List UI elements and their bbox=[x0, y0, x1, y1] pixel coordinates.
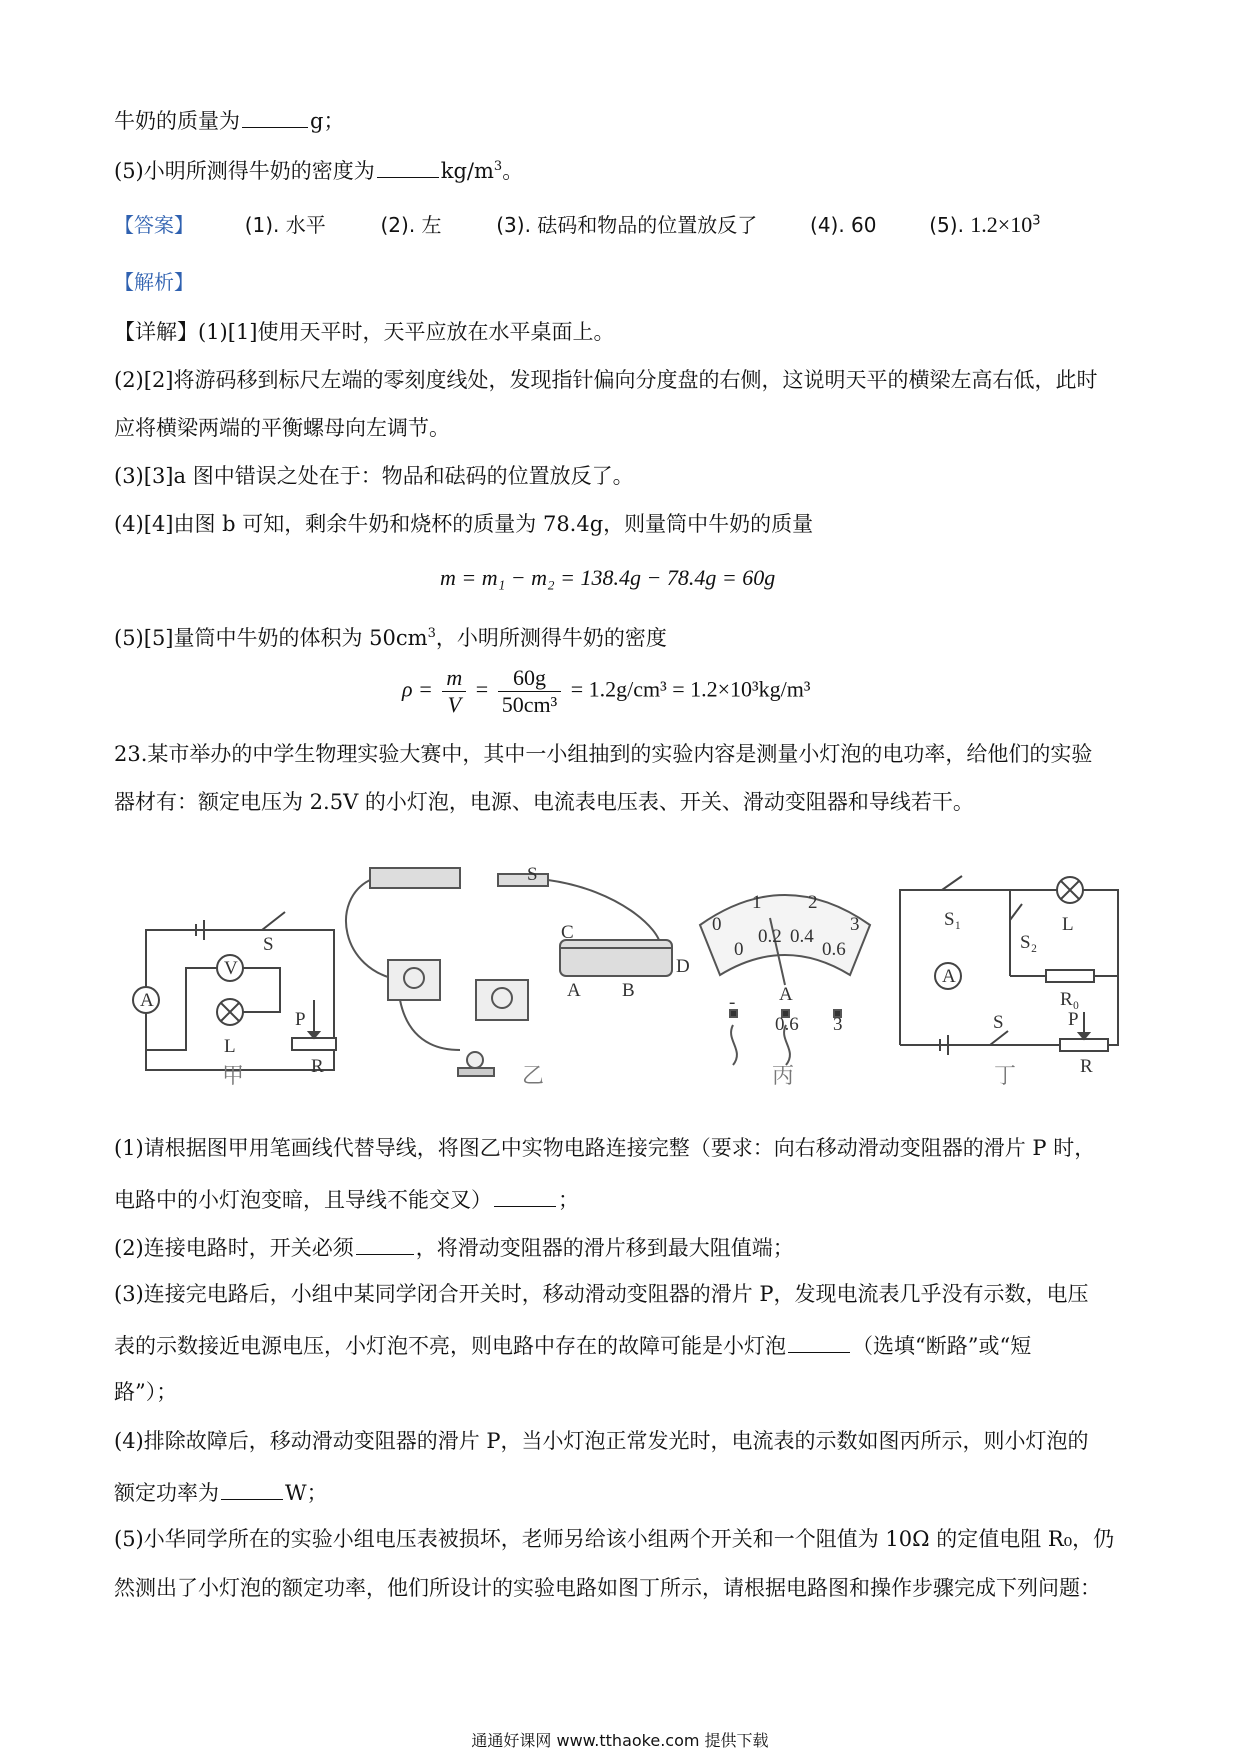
q23-part5-b: 然测出了小灯泡的额定功率，他们所设计的实验电路如图丁所示，请根据电路图和操作步骤完成下列问题： bbox=[114, 1576, 1101, 1600]
answer-item-3: (3). 砝码和物品的位置放反了 bbox=[496, 213, 758, 237]
label-a-ding: A bbox=[942, 966, 956, 987]
label-a-terminal: A bbox=[567, 980, 581, 1001]
label-s1: S₁ bbox=[944, 909, 962, 930]
ammeter-dial bbox=[700, 895, 870, 975]
equation-mass: m = m₁ − m₂ = 138.4g − 78.4g = 60g bbox=[440, 565, 776, 590]
label-l-ding: L bbox=[1062, 914, 1074, 935]
circuit-figures bbox=[0, 850, 1240, 1100]
prev-line-2-unit: kg/m bbox=[440, 159, 494, 183]
fraction-denominator: V bbox=[447, 692, 462, 717]
bulb-icon bbox=[467, 1052, 483, 1068]
voltmeter-device bbox=[388, 960, 440, 1000]
analysis-line-2: (2)[2]将游码移到标尺左端的零刻度线处，发现指针偏向分度盘的右侧，这说明天平的横梁左高右低，此时 bbox=[114, 368, 1098, 392]
answer-tag: 【答案】 bbox=[114, 213, 194, 237]
label-p: P bbox=[295, 1009, 306, 1030]
fraction-m-over-v bbox=[442, 665, 466, 718]
q23-part2 bbox=[114, 1233, 794, 1261]
q23-part3-b-text: 表的示数接近电源电压，小灯泡不亮，则电路中存在的故障可能是小灯泡 bbox=[114, 1334, 786, 1358]
scale-top-2: 2 bbox=[808, 892, 818, 913]
label-p-ding: P bbox=[1068, 1009, 1079, 1030]
answer-blank bbox=[242, 106, 308, 128]
density-symbol: ρ = bbox=[402, 676, 433, 702]
label-v: V bbox=[224, 958, 238, 979]
label-s2: S₂ bbox=[1020, 932, 1038, 953]
prev-line-1-unit: g； bbox=[310, 109, 345, 133]
rheostat-r-ding bbox=[1060, 1039, 1108, 1051]
label-s-ding: S bbox=[993, 1012, 1004, 1033]
label-r-ding: R bbox=[1080, 1056, 1093, 1077]
switch-icon bbox=[498, 874, 548, 886]
terminal-3: 3 bbox=[833, 1014, 843, 1035]
prev-line-1-text: 牛奶的质量为 bbox=[114, 109, 240, 133]
analysis-line-6-text: (5)[5]量筒中牛奶的体积为 50cm bbox=[114, 626, 428, 650]
scale-top-3: 3 bbox=[850, 914, 860, 935]
switch-s bbox=[262, 912, 285, 930]
answer-blank bbox=[221, 1478, 283, 1500]
equation-density: ρ = $\frac{m}{V}$ = $\frac{60g}{\text{50cm³}}$ = 1.2g/cm³ = 1.2×10³kg/m³ bbox=[402, 665, 811, 717]
ammeter-device bbox=[476, 980, 528, 1020]
q23-part2-text: (2)连接电路时，开关必须 bbox=[114, 1236, 354, 1260]
q23-part1-b bbox=[114, 1185, 579, 1213]
label-s-switch: S bbox=[527, 864, 538, 885]
dial-unit-a: A bbox=[779, 984, 793, 1005]
answer-blank bbox=[494, 1185, 556, 1207]
analysis-line-6 bbox=[114, 626, 667, 651]
answer-blank bbox=[788, 1331, 850, 1353]
switch-s2 bbox=[1010, 904, 1022, 920]
q23-part1-end: ； bbox=[558, 1188, 579, 1212]
label-d: D bbox=[676, 956, 690, 977]
caption-jia: 甲 bbox=[222, 1064, 245, 1089]
fraction-denominator: 50cm³ bbox=[501, 692, 558, 717]
page-footer: 通通好课网 www.tthaoke.com 提供下载 bbox=[471, 1731, 769, 1750]
answer-item-5-value: 1.2×10 bbox=[970, 212, 1033, 237]
label-a: A bbox=[140, 990, 154, 1011]
switch-s1 bbox=[942, 876, 962, 890]
answer-item-5-sup: 3 bbox=[1032, 213, 1041, 229]
figure-bing bbox=[700, 895, 870, 1065]
q23-intro-1: 23.某市举办的中学生物理实验大赛中，其中一小组抽到的实验内容是测量小灯泡的电功率，给他们的实验 bbox=[114, 742, 1093, 766]
q23-part3-a: (3)连接完电路后，小组中某同学闭合开关时，移动滑动变阻器的滑片 P，发现电流表几乎没有示数，电压 bbox=[114, 1282, 1089, 1306]
answer-item-1: (1). 水平 bbox=[244, 213, 326, 237]
figure-ding bbox=[900, 876, 1118, 1055]
scale-top-0: 0 bbox=[712, 914, 722, 935]
q23-part1-a: (1)请根据图甲用笔画线代替导线，将图乙中实物电路连接完整（要求：向右移动滑动变阻器的滑片 P 时， bbox=[114, 1136, 1096, 1160]
answer-item-4: (4). 60 bbox=[810, 213, 877, 237]
prev-line-2-end: 。 bbox=[502, 159, 524, 183]
q23-intro-2: 器材有：额定电压为 2.5V 的小灯泡，电源、电流表电压表、开关、滑动变阻器和导线若干。 bbox=[114, 790, 974, 814]
resistor-r0 bbox=[1046, 970, 1094, 982]
figure-yi bbox=[346, 868, 672, 1076]
rheostat-device bbox=[560, 940, 672, 976]
fraction-numerator: 60g bbox=[498, 665, 561, 692]
unit-superscript: 3 bbox=[493, 159, 503, 174]
answer-blank bbox=[377, 156, 439, 178]
analysis-line-4: (3)[3]a 图中错误之处在于：物品和砝码的位置放反了。 bbox=[114, 464, 634, 488]
density-result: = 1.2g/cm³ = 1.2×10³kg/m³ bbox=[570, 676, 811, 702]
prev-line-2 bbox=[114, 156, 523, 184]
q23-part4-b bbox=[114, 1478, 328, 1506]
label-r: R bbox=[311, 1056, 324, 1077]
prev-line-1 bbox=[114, 106, 344, 134]
q23-part4-a: (4)排除故障后，移动滑动变阻器的滑片 P，当小灯泡正常发光时，电流表的示数如图丙所示，则小灯泡的 bbox=[114, 1429, 1089, 1453]
battery-icon bbox=[370, 868, 460, 888]
analysis-tag: 【解析】 bbox=[114, 270, 194, 294]
caption-yi: 乙 bbox=[522, 1064, 545, 1089]
q23-part3-b bbox=[114, 1331, 1031, 1359]
rheostat-r bbox=[292, 1038, 336, 1050]
label-c: C bbox=[561, 922, 574, 943]
q23-part4-b-text: 额定功率为 bbox=[114, 1481, 219, 1505]
analysis-line-1: 【详解】(1)[1]使用天平时，天平应放在水平桌面上。 bbox=[114, 320, 615, 344]
fraction-values bbox=[498, 665, 561, 718]
caption-bing: 丙 bbox=[772, 1064, 795, 1089]
answer-item-5: (5). bbox=[929, 213, 971, 237]
prev-line-2-text: (5)小明所测得牛奶的密度为 bbox=[114, 159, 375, 183]
caption-ding: 丁 bbox=[994, 1064, 1017, 1089]
q23-part1-b-text: 电路中的小灯泡变暗，且导线不能交叉） bbox=[114, 1188, 492, 1212]
analysis-line-5: (4)[4]由图 b 可知，剩余牛奶和烧杯的质量为 78.4g，则量筒中牛奶的质量 bbox=[114, 512, 814, 536]
label-b: B bbox=[622, 980, 635, 1001]
label-r0: R₀ bbox=[1060, 989, 1080, 1010]
scale-bottom-2: 0.4 bbox=[790, 926, 814, 947]
q23-part3-b-end: （选填“断路”或“短 bbox=[852, 1334, 1032, 1358]
volume-superscript: 3 bbox=[427, 626, 436, 641]
q23-part4-b-end: W； bbox=[285, 1481, 328, 1505]
answer-line bbox=[114, 212, 1040, 238]
analysis-line-6-end: ，小明所测得牛奶的密度 bbox=[435, 626, 667, 650]
scale-bottom-1: 0.2 bbox=[758, 926, 782, 947]
q23-part2-end: ，将滑动变阻器的滑片移到最大阻值端； bbox=[415, 1236, 794, 1260]
q23-part5-a: (5)小华同学所在的实验小组电压表被损坏，老师另给该小组两个开关和一个阻值为 10Ω 的定值电阻 R₀，仍 bbox=[114, 1527, 1115, 1551]
terminal-negative: - bbox=[729, 992, 736, 1013]
analysis-line-3: 应将横梁两端的平衡螺母向左调节。 bbox=[114, 416, 450, 440]
scale-top-1: 1 bbox=[752, 892, 762, 913]
switch-s bbox=[990, 1031, 1008, 1045]
label-l: L bbox=[224, 1036, 236, 1057]
terminal-0-6: 0.6 bbox=[775, 1014, 799, 1035]
fraction-numerator: m bbox=[442, 665, 466, 692]
scale-bottom-0: 0 bbox=[734, 939, 744, 960]
answer-item-2: (2). 左 bbox=[380, 213, 442, 237]
label-s: S bbox=[263, 934, 274, 955]
q23-part3-c: 路”）； bbox=[114, 1380, 178, 1404]
scale-bottom-3: 0.6 bbox=[822, 939, 846, 960]
answer-blank bbox=[356, 1233, 414, 1255]
